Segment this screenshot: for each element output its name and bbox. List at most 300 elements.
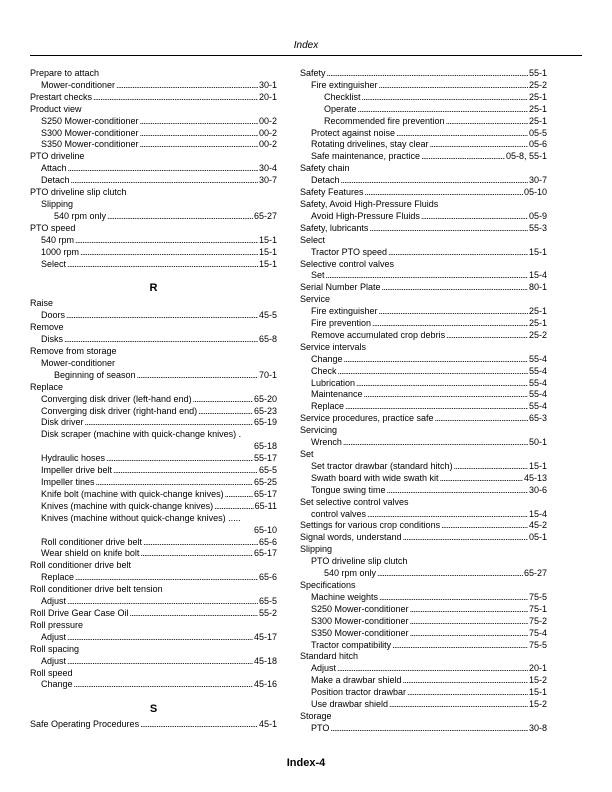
entry-term: Safety Features: [300, 187, 364, 198]
index-entry: [30, 489, 277, 501]
dot-leader: [140, 719, 258, 731]
index-heading: Slipping: [41, 198, 74, 209]
dot-leader: [421, 151, 505, 163]
entry-term: Safe maintenance, practice: [311, 151, 421, 162]
entry-term: Converging disk driver (left-hand end): [41, 393, 192, 404]
index-entry: [300, 485, 547, 497]
entry-term: Knife bolt (machine with quick-change knives): [41, 488, 224, 499]
entry-page: 15-2: [528, 699, 547, 710]
entry-page: 15-4: [528, 270, 547, 281]
entry-term: Replace: [311, 401, 345, 412]
entry-term: Select: [41, 258, 67, 269]
dot-leader: [75, 235, 258, 247]
entry-page: 55-2: [258, 607, 277, 618]
dot-leader: [225, 489, 253, 501]
entry-term: Converging disk driver (right-hand end): [41, 405, 198, 416]
dot-leader: [143, 537, 258, 549]
index-entry: [30, 417, 277, 429]
entry-page: 00-2: [258, 115, 277, 126]
index-entry: [300, 616, 547, 628]
entry-page: 25-2: [528, 329, 547, 340]
entry-page: 65-6: [258, 572, 277, 583]
entry-page: 65-3: [528, 413, 547, 424]
entry-term: Operate: [324, 103, 357, 114]
index-heading: Remove from storage: [30, 346, 117, 357]
entry-term: Impeller drive belt: [41, 465, 113, 476]
entry-page: 15-1: [528, 687, 547, 698]
index-entry: [30, 163, 277, 175]
entry-page: 65-23: [253, 405, 277, 416]
dot-leader: [379, 80, 528, 92]
index-entry: [300, 175, 547, 187]
dot-leader: [377, 568, 523, 580]
dot-leader: [80, 247, 258, 259]
entry-page: 30-8: [528, 722, 547, 733]
index-entry: [300, 116, 547, 128]
index-entry: [300, 401, 547, 413]
index-entry: [300, 437, 547, 449]
index-entry: [30, 572, 277, 584]
dot-leader: [441, 520, 528, 532]
entry-page: 05-6: [528, 139, 547, 150]
index-heading: Service: [300, 294, 331, 305]
entry-page: 65-17: [253, 548, 277, 559]
dot-leader-fragment: .....: [228, 512, 241, 523]
dot-leader: [106, 453, 253, 465]
index-entry: [30, 259, 277, 271]
index-entry: [300, 128, 547, 140]
index-entry: [300, 354, 547, 366]
dot-leader: [345, 401, 528, 413]
entry-term: Mower-conditioner: [41, 79, 116, 90]
index-entry: [30, 719, 277, 731]
index-entry: [300, 330, 547, 342]
entry-page: 65-18: [253, 441, 277, 452]
index-entry: [30, 175, 277, 187]
index-heading: Slipping: [300, 544, 333, 555]
index-entry-wrapped: [30, 429, 277, 441]
entry-page: 65-27: [523, 568, 547, 579]
header-rule: [30, 55, 582, 56]
index-entry: [30, 465, 277, 477]
entry-term: Tractor PTO speed: [311, 246, 388, 257]
entry-page: 30-6: [528, 484, 547, 495]
entry-term: Wrench: [311, 437, 342, 448]
entry-term: Fire extinguisher: [311, 79, 378, 90]
entry-term: Settings for various crop conditions: [300, 520, 441, 531]
index-entry: [300, 92, 547, 104]
index-entry: [30, 139, 277, 151]
dot-leader-fragment: .: [238, 429, 242, 440]
index-heading: Remove: [30, 322, 64, 333]
entry-term: Adjust: [41, 655, 67, 666]
dot-leader: [198, 406, 253, 418]
index-entry: [30, 116, 277, 128]
index-heading: Specifications: [300, 579, 356, 590]
dot-leader: [343, 437, 528, 449]
entry-page: 15-1: [258, 246, 277, 257]
entry-page: 55-4: [528, 389, 547, 400]
index-heading: Set: [300, 449, 314, 459]
index-entry: [300, 520, 547, 532]
index-entry: [30, 596, 277, 608]
entry-page: 55-4: [528, 365, 547, 376]
entry-term: Tongue swing time: [311, 484, 386, 495]
dot-leader: [327, 68, 528, 80]
index-entry: [300, 699, 547, 711]
running-header: Index: [293, 40, 319, 51]
index-heading: Raise: [30, 298, 54, 309]
entry-term: Lubrication: [311, 377, 356, 388]
entry-term: Safety: [300, 68, 326, 78]
dot-leader: [85, 417, 253, 429]
entry-term: 540 rpm only: [324, 568, 377, 579]
index-entry: [30, 406, 277, 418]
index-column-right: [300, 68, 547, 735]
dot-leader: [440, 473, 523, 485]
entry-page: 15-1: [528, 246, 547, 257]
dot-leader: [382, 282, 528, 294]
entry-term: Fire prevention: [311, 318, 372, 329]
index-entry: [300, 723, 547, 735]
dot-leader: [446, 116, 528, 128]
entry-page: 30-1: [258, 79, 277, 90]
entry-page: 55-17: [253, 453, 277, 464]
index-entry: [300, 270, 547, 282]
index-entry: [300, 640, 547, 652]
index-entry: [300, 223, 547, 235]
dot-leader: [403, 532, 528, 544]
entry-term: Fire extinguisher: [311, 306, 378, 317]
entry-page: 65-19: [253, 417, 277, 428]
index-entry: [300, 461, 547, 473]
index-entry: [30, 501, 277, 513]
entry-term: Set tractor drawbar (standard hitch): [311, 460, 453, 471]
entry-page: 75-2: [528, 615, 547, 626]
dot-leader: [140, 548, 253, 560]
entry-term: Recommended fire prevention: [324, 115, 445, 126]
index-heading: Service intervals: [300, 341, 367, 352]
dot-leader: [372, 318, 528, 330]
entry-page: 00-2: [258, 139, 277, 150]
entry-page: 55-4: [528, 353, 547, 364]
entry-page: 15-2: [528, 675, 547, 686]
dot-leader: [193, 394, 253, 406]
dot-leader: [75, 572, 258, 584]
entry-page: 55-3: [528, 222, 547, 233]
index-entry: [300, 80, 547, 92]
index-heading: Servicing: [300, 425, 338, 436]
dot-leader: [93, 92, 258, 104]
index-heading: Safety, Avoid High-Pressure Fluids: [300, 198, 439, 209]
dot-leader: [96, 477, 253, 489]
index-entry: [300, 139, 547, 151]
index-entry: [300, 687, 547, 699]
entry-term: Hydraulic hoses: [41, 453, 106, 464]
index-heading: Set selective control valves: [300, 496, 409, 507]
entry-term: Protect against noise: [311, 127, 396, 138]
entry-term: Swath board with wide swath kit: [311, 472, 439, 483]
dot-leader: [338, 366, 528, 378]
entry-term: PTO: [311, 722, 330, 733]
dot-leader: [356, 378, 528, 390]
entry-page: 05-8, 55-1: [505, 151, 547, 162]
index-entry: [30, 235, 277, 247]
index-entry: [30, 537, 277, 549]
index-entry: [30, 656, 277, 668]
dot-leader: [379, 306, 528, 318]
dot-leader: [430, 139, 528, 151]
index-entry: [30, 477, 277, 489]
index-heading: Select: [300, 234, 326, 245]
entry-term: Avoid High-Pressure Fluids: [311, 210, 420, 221]
entry-page: 75-5: [528, 639, 547, 650]
index-heading: Product view: [30, 103, 82, 114]
index-entry: [30, 548, 277, 560]
entry-term: Tractor compatibility: [311, 639, 392, 650]
entry-term: 1000 rpm: [41, 246, 80, 257]
entry-page: 05-9: [528, 210, 547, 221]
entry-page: 15-4: [528, 508, 547, 519]
index-entry: [300, 68, 547, 80]
index-heading: Selective control valves: [300, 258, 395, 269]
entry-page: 55-4: [528, 401, 547, 412]
entry-page: 75-4: [528, 627, 547, 638]
index-heading: Safety chain: [300, 163, 350, 174]
dot-leader: [337, 663, 528, 675]
index-entry: [30, 211, 277, 223]
entry-term: Adjust: [41, 631, 67, 642]
entry-term: Detach: [311, 175, 340, 186]
entry-page: 65-20: [253, 393, 277, 404]
index-heading: Roll spacing: [30, 643, 80, 654]
entry-page: 55-1: [528, 68, 547, 78]
index-entry: [30, 632, 277, 644]
entry-term: Knives (machine with quick-change knives): [41, 500, 214, 511]
entry-term: Disk scraper (machine with quick-change knives): [41, 429, 237, 440]
entry-term: Change: [41, 679, 73, 690]
entry-term: Signal words, understand: [300, 532, 402, 543]
entry-page: 65-8: [258, 334, 277, 345]
dot-leader: [364, 389, 528, 401]
entry-page: 15-1: [258, 234, 277, 245]
dot-leader: [410, 628, 528, 640]
index-heading: Roll speed: [30, 667, 73, 678]
index-entry: [30, 608, 277, 620]
entry-page: 45-17: [253, 631, 277, 642]
index-entry: [300, 675, 547, 687]
index-heading: Roll pressure: [30, 619, 84, 630]
entry-term: Disks: [41, 334, 63, 345]
entry-page: 65-11: [254, 500, 277, 511]
index-entry: [300, 211, 547, 223]
entry-term: S300 Mower-conditioner: [311, 615, 409, 626]
dot-leader: [358, 104, 528, 116]
entry-term: control valves: [311, 508, 367, 519]
entry-page: 65-17: [253, 488, 277, 499]
dot-leader: [113, 465, 258, 477]
index-entry: [300, 187, 547, 199]
entry-page: 05-5: [528, 127, 547, 138]
entry-term: S350 Mower-conditioner: [41, 139, 139, 150]
entry-term: Make a drawbar shield: [311, 675, 402, 686]
index-entry-wrapped: [30, 513, 277, 525]
entry-page: 20-1: [528, 663, 547, 674]
dot-leader: [71, 175, 258, 187]
entry-page: 15-1: [528, 460, 547, 471]
index-entry: [300, 532, 547, 544]
entry-page: 30-7: [258, 175, 277, 186]
dot-leader: [389, 699, 528, 711]
section-letter: R: [149, 282, 158, 295]
index-entry: [300, 628, 547, 640]
dot-leader: [387, 485, 528, 497]
entry-term: Serial Number Plate: [300, 282, 381, 293]
page-number: Index-4: [286, 757, 326, 769]
dot-leader: [454, 461, 528, 473]
dot-leader: [344, 354, 528, 366]
entry-page: 65-27: [253, 210, 277, 221]
entry-term: Roll conditioner drive belt: [41, 536, 143, 547]
entry-page: 70-1: [258, 369, 277, 380]
dot-leader: [369, 223, 528, 235]
dot-leader: [421, 211, 528, 223]
entry-term: Detach: [41, 175, 70, 186]
index-entry: [30, 310, 277, 322]
index-heading: Roll conditioner drive belt tension: [30, 584, 163, 595]
entry-page: 25-1: [528, 103, 547, 114]
entry-term: Checklist: [324, 91, 361, 102]
index-entry: [30, 80, 277, 92]
index-heading: Roll conditioner drive belt: [30, 560, 132, 571]
entry-term: Adjust: [311, 663, 337, 674]
entry-page: 65-6: [258, 536, 277, 547]
index-entry: [300, 473, 547, 485]
entry-term: Knives (machine without quick-change knives): [41, 512, 226, 523]
entry-term: Roll Drive Gear Case Oil: [30, 607, 129, 618]
dot-leader: [116, 80, 258, 92]
index-entry: [300, 151, 547, 163]
index-heading: Replace: [30, 381, 64, 392]
index-heading: PTO speed: [30, 222, 76, 233]
dot-leader: [67, 656, 253, 668]
entry-term: Attach: [41, 163, 67, 174]
index-entry: [300, 247, 547, 259]
dot-leader: [396, 128, 528, 140]
entry-page: 05-10: [523, 187, 547, 198]
entry-term: S250 Mower-conditioner: [41, 115, 139, 126]
dot-leader: [379, 592, 528, 604]
entry-term: Adjust: [41, 596, 67, 607]
index-column-left: [30, 68, 277, 731]
entry-page: 65-5: [258, 596, 277, 607]
dot-leader: [367, 509, 528, 521]
index-heading: Mower-conditioner: [41, 357, 116, 368]
entry-term: Use drawbar shield: [311, 699, 389, 710]
dot-leader: [67, 596, 258, 608]
dot-leader: [341, 175, 528, 187]
dot-leader: [435, 413, 528, 425]
entry-term: Safe Operating Procedures: [30, 719, 140, 730]
index-entry: [300, 568, 547, 580]
entry-page: 45-13: [523, 472, 547, 483]
entry-page: 80-1: [528, 282, 547, 293]
dot-leader: [140, 139, 258, 151]
dot-leader: [330, 723, 528, 735]
dot-leader: [137, 370, 258, 382]
index-entry: [300, 604, 547, 616]
index-entry: [300, 413, 547, 425]
index-entry: [30, 334, 277, 346]
index-entry: [300, 389, 547, 401]
index-heading: PTO driveline: [30, 151, 85, 162]
entry-page: 45-1: [258, 719, 277, 730]
entry-page: 25-2: [528, 79, 547, 90]
index-heading: PTO driveline slip clutch: [311, 556, 408, 567]
index-entry: [300, 509, 547, 521]
entry-page: 65-25: [253, 477, 277, 487]
entry-page: 45-5: [258, 310, 277, 321]
index-entry: [300, 306, 547, 318]
entry-term: Position tractor drawbar: [311, 687, 407, 698]
entry-page: 25-1: [528, 91, 547, 102]
dot-leader: [130, 608, 258, 620]
index-entry: [30, 370, 277, 382]
index-entry: [30, 453, 277, 465]
dot-leader: [446, 330, 528, 342]
dot-leader: [68, 163, 258, 175]
dot-leader: [407, 687, 528, 699]
dot-leader: [410, 604, 528, 616]
entry-term: Doors: [41, 310, 66, 321]
entry-page: 65-5: [258, 465, 277, 476]
entry-term: Wear shield on knife bolt: [41, 548, 140, 559]
dot-leader: [326, 270, 528, 282]
entry-page: 15-1: [258, 258, 277, 269]
index-entry: [300, 318, 547, 330]
entry-page: 55-4: [528, 377, 547, 388]
entry-term: 540 rpm: [41, 234, 75, 245]
entry-term: Rotating drivelines, stay clear: [311, 139, 429, 150]
entry-page: 25-1: [528, 115, 547, 126]
entry-term: Impeller tines: [41, 477, 95, 487]
index-entry: [30, 394, 277, 406]
entry-page: 65-10: [253, 524, 277, 535]
dot-leader: [74, 679, 253, 691]
entry-term: Remove accumulated crop debris: [311, 329, 446, 340]
dot-leader: [392, 640, 528, 652]
section-letter: S: [149, 703, 158, 716]
entry-term: Safety, lubricants: [300, 222, 369, 233]
entry-page: 45-16: [253, 679, 277, 690]
dot-leader: [67, 259, 258, 271]
entry-page: 05-1: [528, 532, 547, 543]
entry-term: Change: [311, 353, 343, 364]
index-entry: [300, 282, 547, 294]
dot-leader: [140, 128, 258, 140]
index-entry: [30, 247, 277, 259]
entry-term: Disk driver: [41, 417, 84, 428]
dot-leader: [107, 211, 253, 223]
entry-term: S250 Mower-conditioner: [311, 603, 409, 614]
entry-term: 540 rpm only: [54, 210, 107, 221]
entry-term: Prestart checks: [30, 91, 93, 102]
dot-leader: [214, 501, 254, 513]
entry-term: S300 Mower-conditioner: [41, 127, 139, 138]
dot-leader: [388, 247, 528, 259]
entry-page: 20-1: [258, 91, 277, 102]
entry-page: 75-1: [528, 603, 547, 614]
